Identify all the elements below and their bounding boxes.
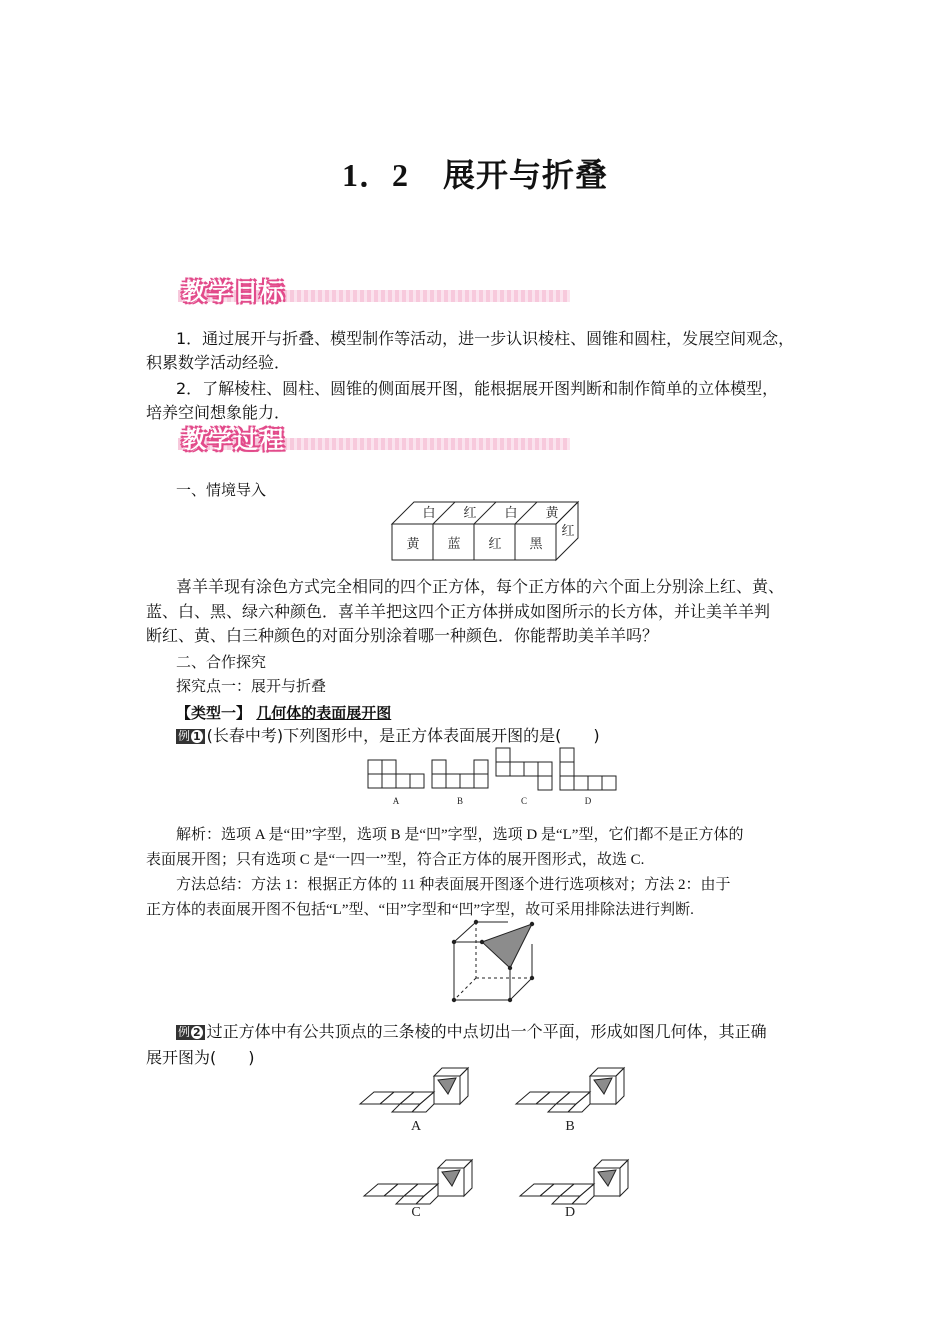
cut-cube-figure (446, 918, 538, 1006)
cube-top-label: 白 (422, 505, 436, 520)
example-badge (176, 1025, 205, 1040)
example-badge-number: 1 (193, 730, 201, 743)
section-intro-heading: 一、情境导入 (176, 481, 267, 499)
cube-top-label: 黄 (545, 505, 559, 520)
page-title (0, 150, 950, 196)
type1-label: 【类型一】 (176, 704, 252, 722)
intro-line-1: 喜羊羊现有涂色方式完全相同的四个正方体，每个正方体的六个面上分别涂上红、黄、 (176, 577, 785, 596)
net-option-c (496, 748, 552, 790)
example-badge (176, 729, 205, 744)
net-label: D (584, 796, 592, 806)
cube-front-label: 蓝 (447, 536, 461, 551)
example-badge-text: 例 (178, 1025, 191, 1039)
ex2-option-d (520, 1160, 628, 1204)
intro-line-3: 断红、黄、白三种颜色的对面分别涂着哪一种颜色．你能帮助美羊羊吗？ (146, 626, 659, 645)
net-option-a (368, 760, 424, 788)
section-number: 1．2 (341, 157, 409, 193)
section-explore-heading: 二、合作探究 (176, 653, 267, 671)
ex2-label: C (411, 1205, 421, 1220)
example-2 (176, 1020, 767, 1044)
example-1 (176, 724, 600, 748)
type1-heading (176, 701, 391, 725)
goal-line-4: 培养空间想象能力． (146, 403, 291, 422)
cube-top-label: 红 (463, 505, 477, 520)
ex2-label: B (565, 1119, 575, 1134)
cube-front-label: 红 (488, 536, 502, 551)
ex2-label: A (410, 1119, 422, 1134)
cube-side-label: 红 (561, 523, 575, 538)
example-badge-text: 例 (178, 729, 191, 743)
ex2-option-b (516, 1068, 624, 1112)
explore-point-heading: 探究点一：展开与折叠 (176, 677, 327, 695)
cube-front-label: 黄 (406, 536, 420, 551)
goal-line-2: 积累数学活动经验． (146, 353, 291, 372)
banner-goals (178, 276, 570, 306)
section-title: 展开与折叠 (443, 156, 609, 194)
example-badge-number: 2 (193, 1026, 201, 1039)
net-option-d (560, 748, 616, 790)
net-label: A (392, 796, 400, 806)
summary-line-2: 正方体的表面展开图不包括“L”型、“田”字型和“凹”字型，故可采用排除法进行判断. (146, 902, 694, 918)
type1-title: 几何体的表面展开图 (256, 704, 392, 722)
goal-line-3: 2．了解棱柱、圆柱、圆锥的侧面展开图，能根据展开图判断和制作简单的立体模型， (176, 379, 779, 398)
cube-front-label: 黑 (529, 536, 543, 551)
cut-triangle (482, 924, 532, 968)
example-1-text: (长春中考)下列图形中，是正方体表面展开图的是( ) (206, 726, 600, 745)
analysis-line-2: 表面展开图；只有选项 C 是“一四一”型，符合正方体的展开图形式，故选 C. (146, 852, 645, 868)
banner-goals-label: 教学目标 (182, 278, 286, 306)
net-option-b (432, 760, 488, 788)
intro-line-2: 蓝、白、黑、绿六种颜色．喜羊羊把这四个正方体拼成如图所示的长方体，并让美羊羊判 (146, 602, 771, 621)
analysis-line-1: 解析：选项 A 是“田”字型，选项 B 是“凹”字型，选项 D 是“L”型，它们都不是正方体的 (176, 827, 744, 843)
ex2-label: D (564, 1205, 576, 1220)
cube-top-label: 白 (504, 505, 518, 520)
ex2-nets-figure (350, 1064, 640, 1222)
banner-process (178, 424, 570, 454)
goal-line-1: 1．通过展开与折叠、模型制作等活动，进一步认识棱柱、圆锥和圆柱，发展空间观念， (176, 329, 795, 348)
banner-process-label: 教学过程 (182, 426, 286, 454)
four-cubes-figure (386, 496, 598, 562)
net-label: C (520, 796, 528, 806)
ex2-option-a (360, 1068, 468, 1112)
summary-line-1: 方法总结：方法 1：根据正方体的 11 种表面展开图逐个进行选项核对；方法 2：由于 (176, 877, 731, 893)
net-label: B (456, 796, 464, 806)
ex2-option-c (364, 1160, 472, 1204)
example-2-text-line-2: 展开图为( ) (146, 1048, 255, 1067)
ex1-nets-figure (364, 746, 620, 808)
example-2-text-line-1: 过正方体中有公共顶点的三条棱的中点切出一个平面，形成如图几何体，其正确 (206, 1022, 767, 1041)
